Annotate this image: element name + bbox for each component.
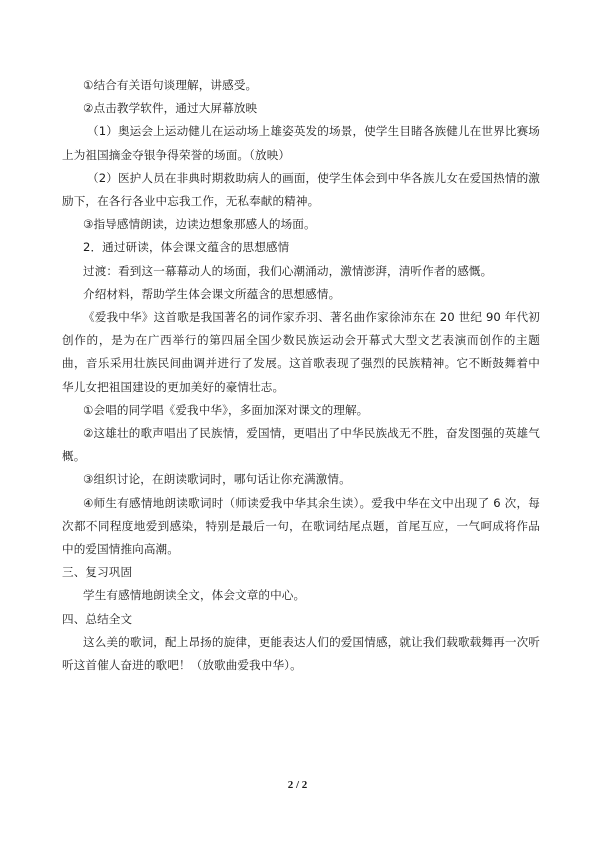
paragraph-heroic-spirit: ②这雄壮的歌声唱出了民族情，爱国情，更唱出了中华民族战无不胜，奋发图强的英雄气概。 bbox=[62, 426, 540, 464]
section-heading-summary: 四、总结全文 bbox=[62, 611, 133, 626]
paragraph-medical: （2）医护人员在非典时期救助病人的画面，使学生体会到中华各族儿女在爱国热情的激励下，在各行各业中忘我工作，无私奉献的精神。 bbox=[62, 170, 540, 209]
paragraph-discussion: ③组织讨论，在朗读歌词时，哪句话让你充满激情。 bbox=[83, 472, 351, 487]
paragraph-step-1: ①结合有关语句谈理解，讲感受。 bbox=[83, 78, 258, 92]
paragraph-olympics: （1）奥运会上运动健儿在运动场上雄姿英发的场景，使学生目睹各族健儿在世界比赛场上为祖国摘金夺银争得荣誉的场面。（放映） bbox=[62, 124, 540, 162]
paragraph-step-3: ③指导感情朗读，边读边想象那感人的场面。 bbox=[83, 217, 316, 232]
section-heading-2: 2．通过研读，体会课文蕴含的思想感情 bbox=[83, 240, 290, 255]
paragraph-song-background: 《爱我中华》这首歌是我国著名的词作家乔羽、著名曲作家徐沛东在 20 世纪 90 年代初创作的，是为在广西举行的第四届全国少数民族运动会开幕式大型文艺表演而创作的主题曲，音乐采用壮族民间曲调并进行了发展。这首歌表现了强烈的民族精神。它不断鼓舞着中华儿女把祖国建设的更加美好的豪情壮志。 bbox=[62, 310, 540, 394]
page-number: 2 / 2 bbox=[287, 779, 308, 791]
paragraph-review: 学生有感情地朗读全文，体会文章的中心。 bbox=[83, 588, 306, 603]
paragraph-transition: 过渡：看到这一幕幕动人的场面，我们心潮涌动，激情澎湃，清听作者的感慨。 bbox=[83, 263, 493, 278]
paragraph-intro-material: 介绍材料，帮助学生体会课文所蕴含的思想感情。 bbox=[83, 286, 341, 301]
section-heading-review: 三、复习巩固 bbox=[62, 565, 133, 580]
paragraph-step-2: ②点击教学软件，通过大屏幕放映 bbox=[83, 101, 258, 116]
paragraph-sing-song: ①会唱的同学唱《爱我中华》，多面加深对课文的理解。 bbox=[83, 402, 369, 417]
document-body bbox=[62, 74, 540, 677]
paragraph-reading-lyrics: ④师生有感情地朗读歌词时（师读爱我中华其余生读）。爱我中华在文中出现了 6 次，每次都不同程度地爱到感染，特别是最后一句，在歌词结尾点题，首尾互应，一气呵成将作品中的爱国情推向高潮。 bbox=[62, 495, 540, 557]
paragraph-summary: 这么美的歌词，配上昂扬的旋律，更能表达人们的爱国情感，就让我们载歌载舞再一次听听这首催人奋进的歌吧！（放歌曲爱我中华）。 bbox=[62, 634, 540, 673]
